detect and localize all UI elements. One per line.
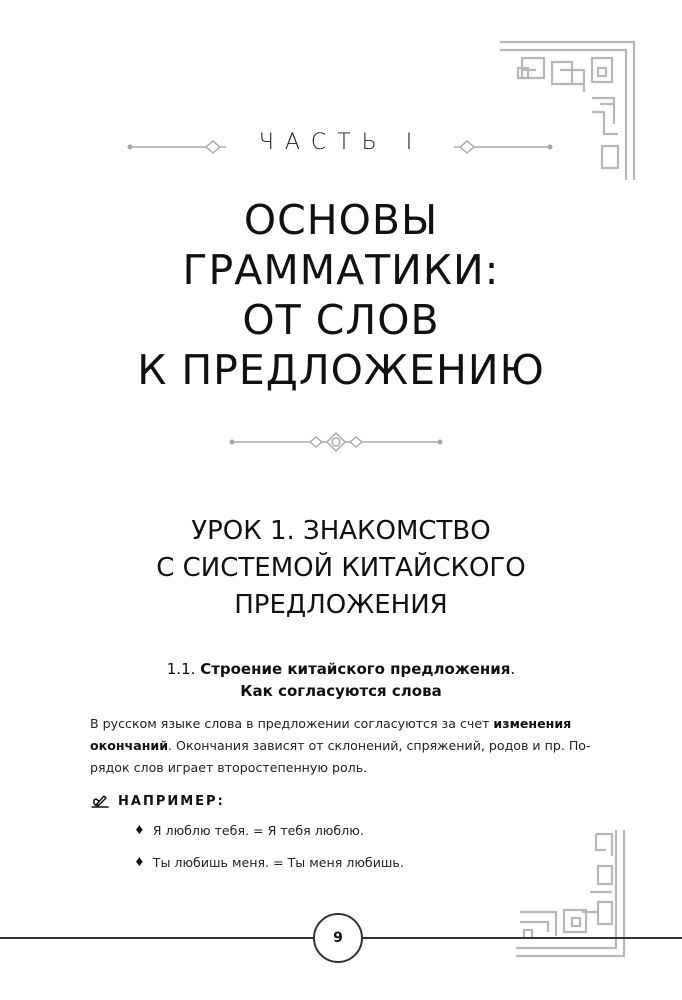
- example-item-text: Ты любишь меня. = Ты меня любишь.: [152, 854, 404, 870]
- paragraph-text: рядок слов играет второстепенную роль.: [90, 760, 368, 775]
- example-item: [134, 820, 364, 840]
- lesson-title-line: ПРЕДЛОЖЕНИЯ: [234, 590, 448, 620]
- part-heading-row: [0, 128, 682, 164]
- section-title-line-2: Как согласуются слова: [240, 682, 442, 700]
- lesson-title-line: УРОК 1. ЗНАКОМСТВО: [191, 516, 491, 546]
- paragraph-bold: изменения: [493, 716, 572, 731]
- writing-hand-icon: [90, 793, 110, 809]
- chapter-title-line: ОСНОВЫ: [243, 196, 439, 244]
- chapter-title-line: ОТ СЛОВ: [242, 296, 440, 344]
- chapter-title: [40, 195, 642, 395]
- section-title-text: Строение китайского предложения: [200, 660, 511, 678]
- example-heading-text: НАПРИМЕР:: [118, 793, 225, 809]
- example-item: [134, 852, 404, 872]
- paragraph-text: В русском языке слова в предложении согласуются за счет: [90, 716, 494, 731]
- lesson-title-line: С СИСТЕМОЙ КИТАЙСКОГО: [156, 553, 526, 583]
- corner-ornament-bottom: [512, 826, 642, 968]
- section-number: 1.1.: [166, 660, 196, 678]
- lesson-title: [40, 513, 642, 624]
- diamond-bullet-icon: ♦: [134, 823, 145, 837]
- chapter-title-line: ГРАММАТИКИ:: [182, 246, 500, 294]
- paragraph-bold: окончаний: [90, 738, 169, 753]
- center-divider-ornament: [226, 432, 456, 452]
- corner-ornament-top: [494, 38, 644, 188]
- part-label: ЧАСТЬ I: [258, 130, 424, 155]
- section-title: [60, 658, 622, 702]
- diamond-bullet-icon: ♦: [134, 855, 145, 869]
- page-number: 9: [313, 913, 363, 963]
- divider-right-ornament: [454, 140, 554, 154]
- example-heading: [90, 790, 225, 812]
- chapter-title-line: К ПРЕДЛОЖЕНИЮ: [137, 346, 545, 394]
- example-item-text: Я люблю тебя. = Я тебя люблю.: [152, 822, 364, 838]
- section-title-dot: .: [510, 660, 516, 678]
- paragraph-text: . Окончания зависят от склонений, спряжений, родов и пр. По-: [168, 738, 591, 753]
- body-paragraph: [90, 713, 592, 779]
